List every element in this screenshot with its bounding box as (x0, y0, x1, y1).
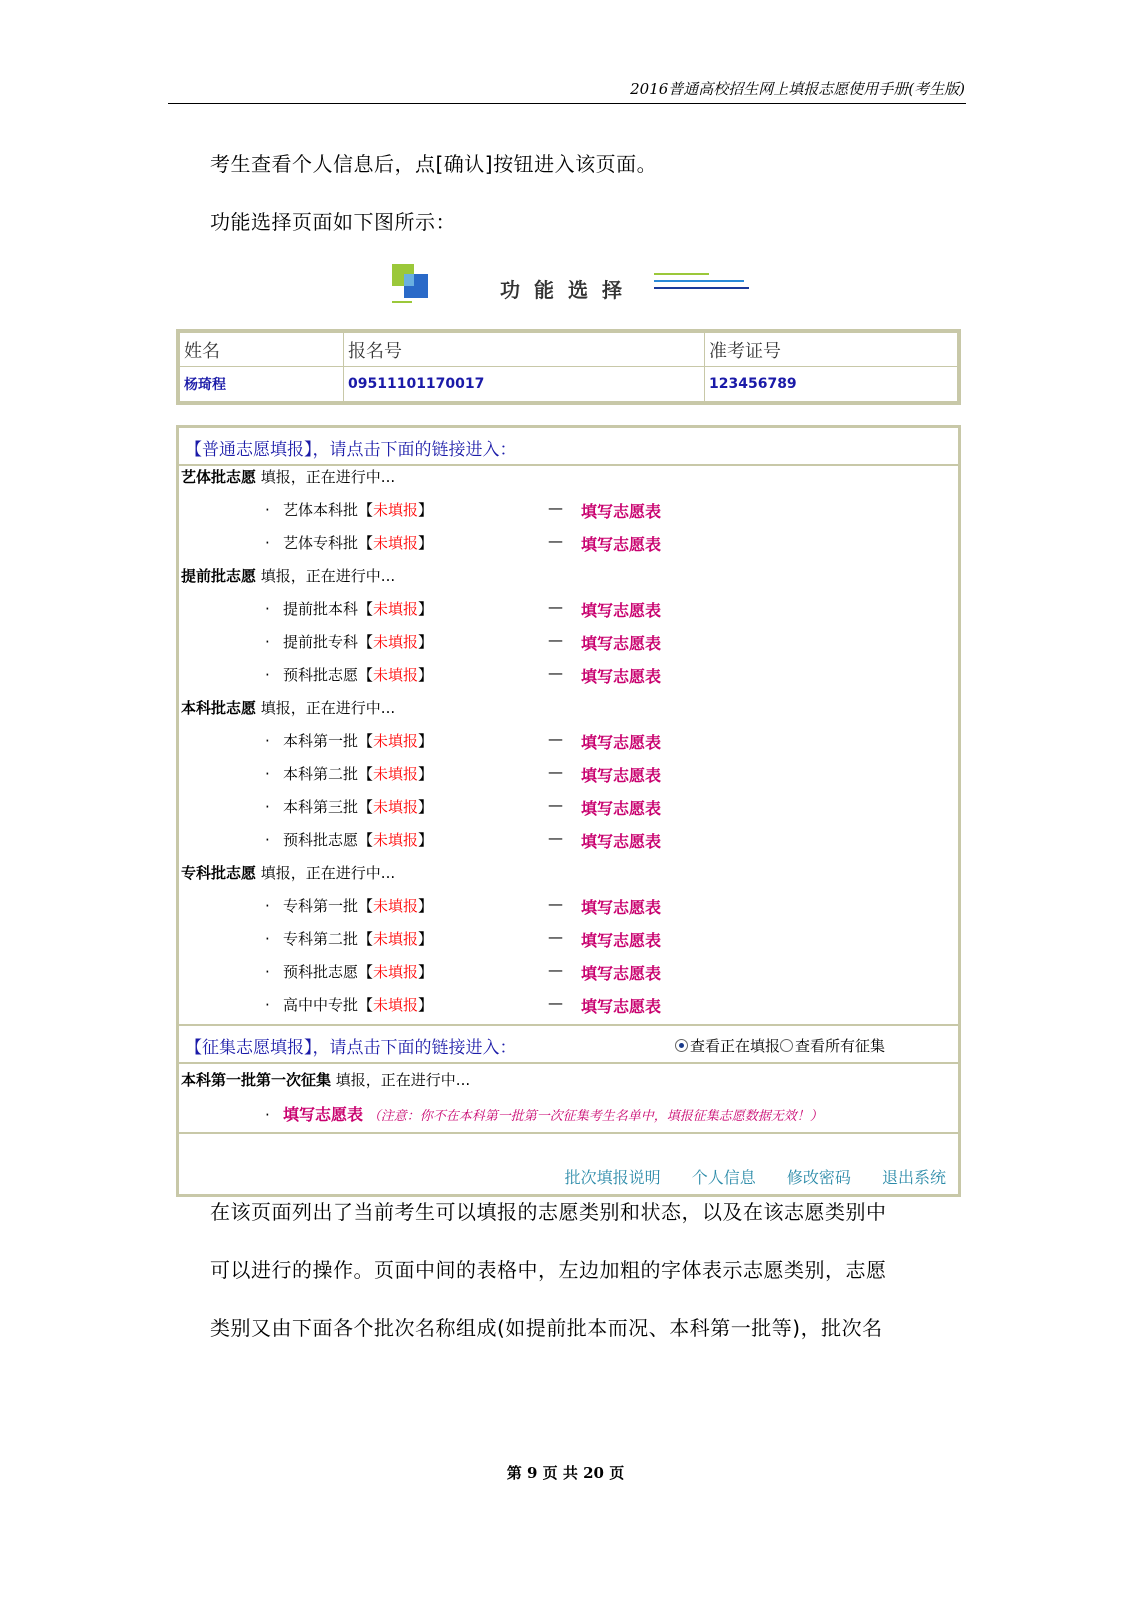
batch-row: · 艺体本科批【未填报】 — 填写志愿表 (265, 499, 662, 521)
banner-decor-lines (654, 272, 754, 292)
batch-state: 未填报 (373, 534, 419, 552)
category-status: 填报，正在进行中... (260, 864, 396, 882)
batch-state: 未填报 (373, 798, 419, 816)
separator: — (548, 664, 563, 682)
collect-note: （注意：你不在本科第一批第一次征集考生名单中，填报征集志愿数据无效！） (367, 1109, 823, 1124)
batch-name: 预科批志愿 (283, 963, 359, 981)
info-value-exam-no: 123456789 (705, 367, 958, 402)
collect-item-row: · 填写志愿表 （注意：你不在本科第一批第一次征集考生名单中，填报征集志愿数据无效！） (265, 1105, 823, 1124)
separator: — (548, 895, 563, 913)
regular-section-title: 【普通志愿填报】，请点击下面的链接进入： (185, 440, 517, 460)
info-value-name: 杨琦程 (180, 367, 344, 402)
batch-row: · 本科第二批【未填报】 — 填写志愿表 (265, 763, 662, 785)
collect-section-header (179, 1024, 958, 1064)
collect-section-title: 【征集志愿填报】，请点击下面的链接进入： (185, 1038, 517, 1058)
separator: — (548, 631, 563, 649)
category-status: 填报，正在进行中... (260, 699, 396, 717)
regular-section-header (179, 428, 958, 466)
batch-name: 本科第二批 (283, 765, 359, 783)
batch-state: 未填报 (373, 963, 419, 981)
fill-form-link[interactable]: 填写志愿表 (581, 502, 662, 521)
page-number: 第 9 页 共 20 页 (506, 1464, 625, 1482)
link-personal-info[interactable]: 个人信息 (691, 1168, 756, 1187)
volunteer-panel (176, 425, 961, 1197)
body-line-1: 在该页面列出了当前考生可以填报的志愿类别和状态，以及在该志愿类别中 (210, 1200, 887, 1224)
separator: — (548, 961, 563, 979)
fill-form-link[interactable]: 填写志愿表 (581, 964, 662, 983)
collect-category-status: 填报，正在进行中... (335, 1071, 471, 1089)
batch-state: 未填报 (373, 996, 419, 1014)
separator: — (548, 763, 563, 781)
link-batch-instructions[interactable]: 批次填报说明 (564, 1168, 661, 1187)
fill-form-link[interactable]: 填写志愿表 (581, 766, 662, 785)
info-value-reg-no: 09511101170017 (344, 367, 705, 402)
batch-row: · 预科批志愿【未填报】 — 填写志愿表 (265, 961, 662, 983)
category-status: 填报，正在进行中... (260, 567, 396, 585)
batch-row: · 本科第三批【未填报】 — 填写志愿表 (265, 796, 662, 818)
link-change-password[interactable]: 修改密码 (786, 1168, 851, 1187)
batch-name: 艺体本科批 (283, 501, 359, 519)
radio-current-label: 查看正在填报 (690, 1037, 781, 1055)
batch-name: 提前批本科 (283, 600, 359, 618)
category-status: 填报，正在进行中... (260, 468, 396, 486)
category-name: 提前批志愿 (181, 567, 257, 585)
separator: — (548, 499, 563, 517)
fill-form-link[interactable]: 填写志愿表 (581, 667, 662, 686)
panel-footer-links (551, 1165, 946, 1188)
info-header-exam-no: 准考证号 (705, 333, 958, 367)
fill-form-link[interactable]: 填写志愿表 (581, 832, 662, 851)
collect-fill-link[interactable]: 填写志愿表 (283, 1105, 364, 1124)
separator: — (548, 829, 563, 847)
banner-title: 功能选择 (500, 278, 636, 302)
category-name: 本科批志愿 (181, 699, 257, 717)
separator: — (548, 598, 563, 616)
category-name: 艺体批志愿 (181, 468, 257, 486)
category-row (181, 466, 395, 487)
document-header-title: 2016普通高校招生网上填报志愿使用手册(考生版) (630, 80, 965, 98)
batch-state: 未填报 (373, 732, 419, 750)
batch-row: · 高中中专批【未填报】 — 填写志愿表 (265, 994, 662, 1016)
batch-name: 艺体专科批 (283, 534, 359, 552)
collect-category-row (181, 1069, 470, 1090)
fill-form-link[interactable]: 填写志愿表 (581, 931, 662, 950)
separator: — (548, 532, 563, 550)
batch-state: 未填报 (373, 600, 419, 618)
intro-line-1: 考生查看个人信息后，点[确认]按钮进入该页面。 (210, 152, 658, 176)
intro-line-2: 功能选择页面如下图所示： (210, 210, 456, 234)
header-rule (168, 103, 966, 104)
batch-state: 未填报 (373, 666, 419, 684)
batch-name: 预科批志愿 (283, 666, 359, 684)
batch-row: · 艺体专科批【未填报】 — 填写志愿表 (265, 532, 662, 554)
body-line-3: 类别又由下面各个批次名称组成(如提前批本而况、本科第一批等)，批次名 (210, 1316, 883, 1340)
batch-name: 本科第一批 (283, 732, 359, 750)
info-header-name: 姓名 (180, 333, 344, 367)
function-logo-icon (392, 262, 432, 304)
separator: — (548, 796, 563, 814)
batch-name: 专科第二批 (283, 930, 359, 948)
separator: — (548, 928, 563, 946)
student-info-table (176, 329, 961, 405)
batch-state: 未填报 (373, 930, 419, 948)
batch-state: 未填报 (373, 897, 419, 915)
fill-form-link[interactable]: 填写志愿表 (581, 997, 662, 1016)
batch-row: · 提前批专科【未填报】 — 填写志愿表 (265, 631, 662, 653)
radio-current[interactable] (675, 1039, 688, 1052)
fill-form-link[interactable]: 填写志愿表 (581, 601, 662, 620)
info-header-reg-no: 报名号 (344, 333, 705, 367)
fill-form-link[interactable]: 填写志愿表 (581, 535, 662, 554)
body-line-2: 可以进行的操作。页面中间的表格中，左边加粗的字体表示志愿类别，志愿 (210, 1258, 887, 1282)
category-name: 专科批志愿 (181, 864, 257, 882)
batch-name: 提前批专科 (283, 633, 359, 651)
footer-divider (179, 1132, 958, 1134)
fill-form-link[interactable]: 填写志愿表 (581, 898, 662, 917)
fill-form-link[interactable]: 填写志愿表 (581, 733, 662, 752)
separator: — (548, 730, 563, 748)
batch-row: · 专科第一批【未填报】 — 填写志愿表 (265, 895, 662, 917)
collect-category-name: 本科第一批第一次征集 (181, 1071, 332, 1089)
fill-form-link[interactable]: 填写志愿表 (581, 634, 662, 653)
fill-form-link[interactable]: 填写志愿表 (581, 799, 662, 818)
batch-row: · 提前批本科【未填报】 — 填写志愿表 (265, 598, 662, 620)
category-row (181, 697, 395, 718)
batch-row: · 预科批志愿【未填报】 — 填写志愿表 (265, 829, 662, 851)
category-row (181, 862, 395, 883)
batch-name: 预科批志愿 (283, 831, 359, 849)
batch-name: 专科第一批 (283, 897, 359, 915)
batch-state: 未填报 (373, 501, 419, 519)
batch-row: · 本科第一批【未填报】 — 填写志愿表 (265, 730, 662, 752)
function-select-banner (392, 262, 772, 312)
category-row (181, 565, 395, 586)
batch-state: 未填报 (373, 765, 419, 783)
batch-name: 高中中专批 (283, 996, 359, 1014)
batch-state: 未填报 (373, 831, 419, 849)
radio-all-label: 查看所有征集 (795, 1037, 886, 1055)
radio-all[interactable] (780, 1039, 793, 1052)
batch-state: 未填报 (373, 633, 419, 651)
separator: — (548, 994, 563, 1012)
batch-row: · 预科批志愿【未填报】 — 填写志愿表 (265, 664, 662, 686)
batch-name: 本科第三批 (283, 798, 359, 816)
batch-row: · 专科第二批【未填报】 — 填写志愿表 (265, 928, 662, 950)
link-logout[interactable]: 退出系统 (881, 1168, 946, 1187)
collect-radio-group (675, 1035, 885, 1056)
